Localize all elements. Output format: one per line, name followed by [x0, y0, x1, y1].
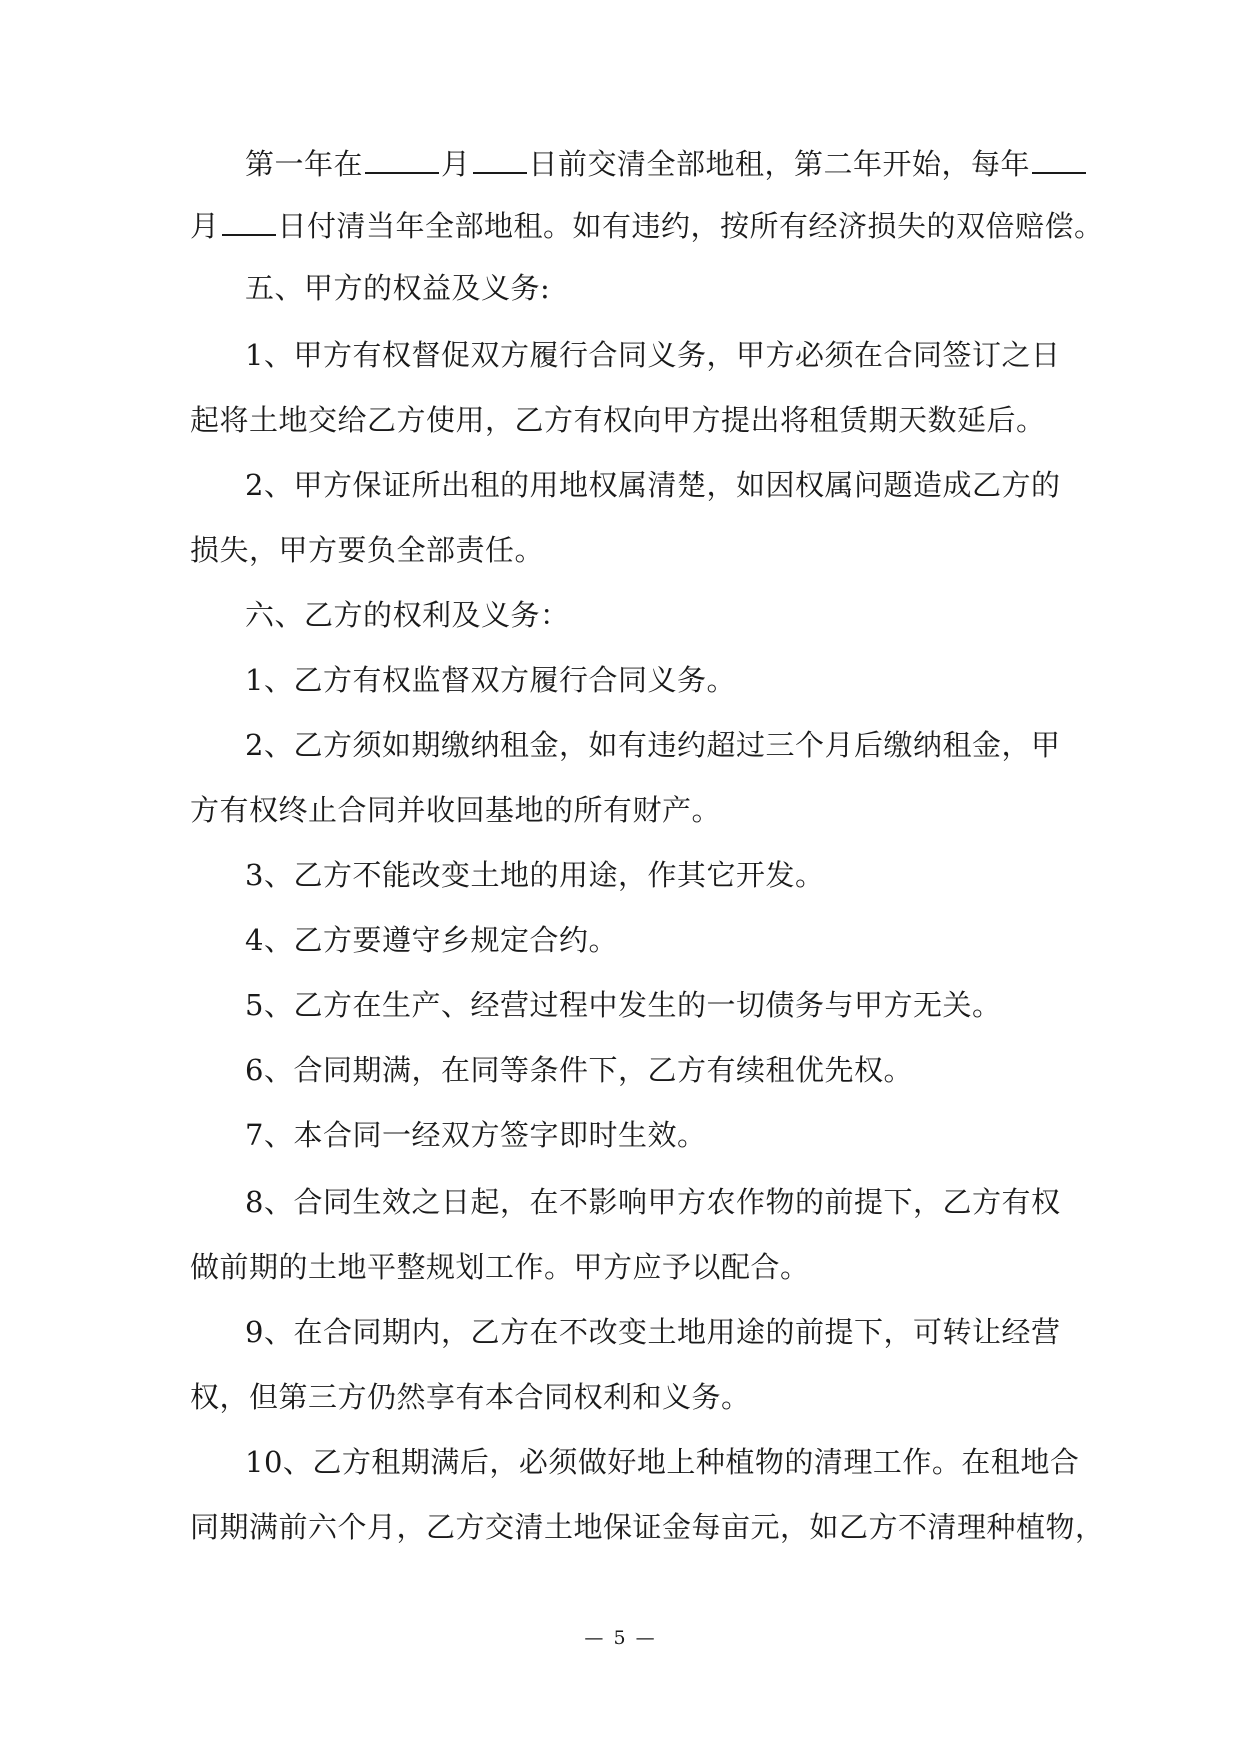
section-6-item-9-line-1: 9、在合同期内，乙方在不改变土地用途的前提下，可转让经营 [245, 1315, 1061, 1349]
payment-line-2 [190, 206, 1104, 246]
payment-line-1 [245, 144, 1088, 184]
section-6-item-9-line-2: 权，但第三方仍然享有本合同权利和义务。 [190, 1380, 751, 1414]
section-5-item-2-line-2: 损失，甲方要负全部责任。 [190, 533, 545, 567]
blank-field [1032, 146, 1086, 174]
payment-line-2-text-a: 月 [190, 209, 220, 243]
section-5-item-1-line-1: 1、甲方有权督促双方履行合同义务，甲方必须在合同签订之日 [245, 338, 1061, 372]
section-6-item-10-line-2: 同期满前六个月，乙方交清土地保证金每亩元，如乙方不清理种植物， [190, 1510, 1105, 1544]
section-6-item-7: 7、本合同一经双方签字即时生效。 [245, 1118, 707, 1152]
section-6-heading: 六、乙方的权利及义务： [245, 598, 570, 632]
section-6-item-5: 5、乙方在生产、经营过程中发生的一切债务与甲方无关。 [245, 988, 1002, 1022]
payment-line-2-text-b: 日付清当年全部地租。如有违约，按所有经济损失的双倍赔偿。 [277, 209, 1104, 243]
section-5-item-1-line-2: 起将土地交给乙方使用，乙方有权向甲方提出将租赁期天数延后。 [190, 403, 1046, 437]
section-6-item-1: 1、乙方有权监督双方履行合同义务。 [245, 663, 736, 697]
payment-line-1-text-a: 第一年在 [245, 147, 364, 181]
section-6-item-6: 6、合同期满，在同等条件下，乙方有续租优先权。 [245, 1053, 913, 1087]
section-5-item-2-line-1: 2、甲方保证所出租的用地权属清楚，如因权属问题造成乙方的 [245, 468, 1061, 502]
section-6-item-2-line-1: 2、乙方须如期缴纳租金，如有违约超过三个月后缴纳租金，甲 [245, 728, 1061, 762]
payment-line-1-text-c: 日前交清全部地租，第二年开始，每年 [528, 147, 1031, 181]
section-6-item-4: 4、乙方要遵守乡规定合约。 [245, 923, 618, 957]
section-6-item-10-line-1: 10、乙方租期满后，必须做好地上种植物的清理工作。在租地合 [245, 1445, 1080, 1479]
blank-field [222, 208, 276, 236]
section-6-item-3: 3、乙方不能改变土地的用途，作其它开发。 [245, 858, 825, 892]
payment-line-1-text-b: 月 [441, 147, 471, 181]
section-6-item-2-line-2: 方有权终止合同并收回基地的所有财产。 [190, 793, 722, 827]
page-number: — 5 — [584, 1627, 657, 1649]
blank-field [473, 146, 527, 174]
section-5-heading: 五、甲方的权益及义务: [245, 271, 551, 305]
section-6-item-8-line-1: 8、合同生效之日起，在不影响甲方农作物的前提下，乙方有权 [245, 1185, 1061, 1219]
blank-field [365, 146, 439, 174]
section-6-item-8-line-2: 做前期的土地平整规划工作。甲方应予以配合。 [190, 1250, 810, 1284]
